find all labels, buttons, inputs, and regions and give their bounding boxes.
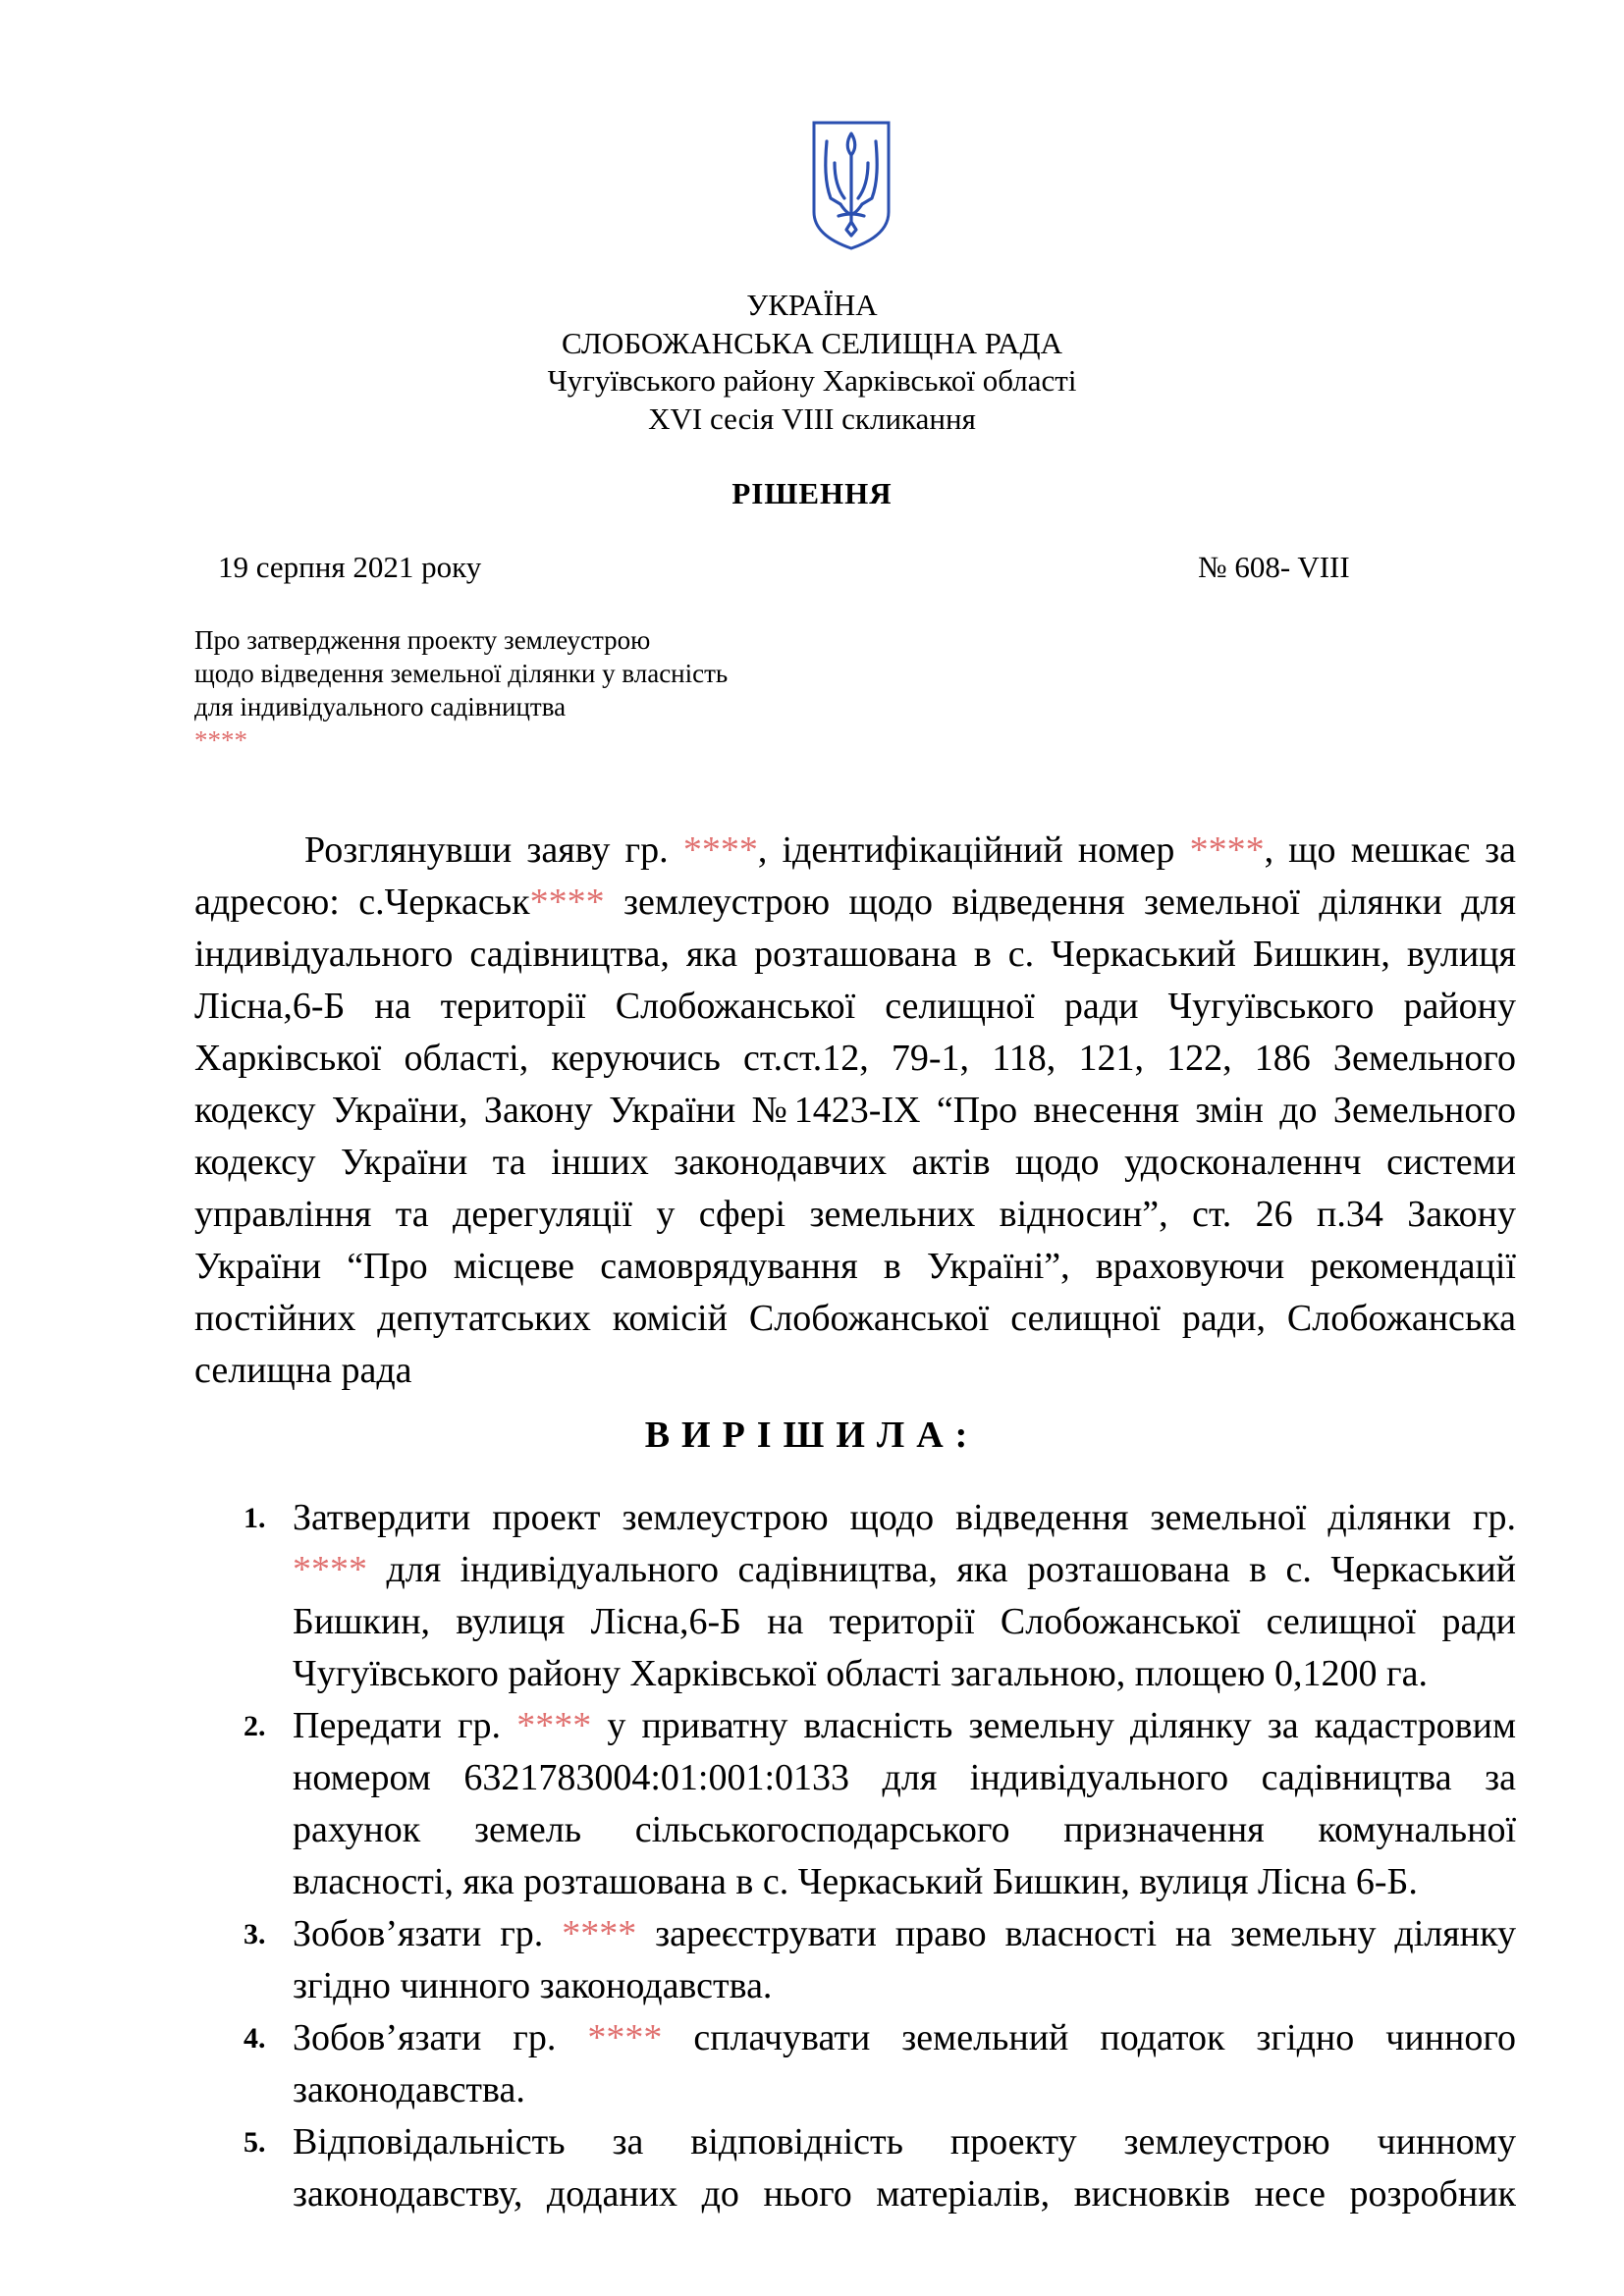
subject-line: для індивідуального садівництва <box>194 692 567 721</box>
redacted-name: **** <box>682 829 758 871</box>
decision-item <box>194 2116 1516 2220</box>
decision-item <box>194 1492 1516 1700</box>
item-line: номером 6321783004:01:001:0133 для індивідуального садівництва за <box>293 1757 1516 1798</box>
paragraph-line: управління та дерегуляції у сфері земельних відносин”, ст. 26 п.34 Закону <box>194 1194 1516 1235</box>
redacted-name: **** <box>562 1913 637 1954</box>
item-line: згідно чинного законодавства. <box>293 1965 773 2006</box>
item-line: Зобов’язати гр. **** зареєструвати право власності на земельну ділянку <box>293 1913 1516 1954</box>
header-country: УКРАЇНА <box>746 288 878 322</box>
document-number: № 608- VIII <box>1198 550 1350 584</box>
item-line: Передати гр. **** у приватну власність земельну ділянку за кадастровим <box>293 1705 1516 1746</box>
item-line: законодавству, доданих до нього матеріалів, висновків несе розробник <box>293 2173 1516 2215</box>
item-line: законодавства. <box>293 2069 525 2110</box>
paragraph-line: кодексу України та інших законодавчих актів щодо удосконаленнч системи <box>194 1142 1516 1183</box>
decision-item <box>194 2012 1516 2116</box>
redacted-name: **** <box>516 1705 592 1746</box>
document-title: РІШЕННЯ <box>731 476 893 510</box>
subject-block <box>194 623 728 757</box>
decision-items <box>194 1492 1516 2220</box>
decision-item <box>194 1908 1516 2012</box>
redacted-address: **** <box>529 881 605 923</box>
header-district: Чугуївського району Харківської області <box>547 363 1077 398</box>
header-council: СЛОБОЖАНСЬКА СЕЛИЩНА РАДА <box>562 326 1062 360</box>
paragraph-line: України “Про місцеве самоврядування в Україні”, враховуючи рекомендації <box>194 1246 1516 1287</box>
redacted-id: **** <box>1189 829 1265 871</box>
item-line: **** для індивідуального садівництва, яка розташована в с. Черкаський <box>293 1549 1516 1590</box>
paragraph-line: індивідуального садівництва, яка розташована в с. Черкаський Бишкин, вулиця <box>194 934 1516 975</box>
subject-line: Про затвердження проекту землеустрою <box>194 625 651 655</box>
item-number: 4. <box>244 2022 266 2055</box>
paragraph-line: Харківської області, керуючись ст.ст.12, 79-1, 118, 121, 122, 186 Земельного <box>194 1038 1516 1079</box>
item-number: 3. <box>244 1918 266 1950</box>
item-line: Зобов’язати гр. **** сплачувати земельний податок згідно чинного <box>293 2017 1516 2058</box>
decision-heading: ВИРІШИЛА: <box>644 1415 980 1456</box>
item-line: Відповідальність за відповідність проекту землеустрою чинному <box>293 2121 1516 2163</box>
trident-coat-of-arms-icon <box>811 120 892 251</box>
redacted-name: **** <box>194 725 247 755</box>
paragraph-line: кодексу України, Закону України №1423-IX “Про внесення змін до Земельного <box>194 1090 1516 1131</box>
paragraph-line: Розглянувши заяву гр. ****, ідентифікаційний номер ****, що мешкає за <box>304 829 1517 871</box>
paragraph-line: адресою: с.Черкаськ**** землеустрою щодо відведення земельної ділянки для <box>194 881 1516 923</box>
redacted-name: **** <box>293 1549 367 1590</box>
redacted-name: **** <box>587 2017 663 2058</box>
item-line: власності, яка розташована в с. Черкаський Бишкин, вулиця Лісна 6-Б. <box>293 1861 1418 1902</box>
preamble-paragraph <box>194 825 1516 1397</box>
document-date: 19 серпня 2021 року <box>218 550 482 584</box>
item-number: 5. <box>244 2126 266 2159</box>
decision-item <box>194 1700 1516 1908</box>
paragraph-line: Лісна,6-Б на території Слобожанської селищної ради Чугуївського району <box>194 986 1516 1027</box>
item-line: Затвердити проект землеустрою щодо відведення земельної ділянки гр. <box>293 1497 1516 1538</box>
item-number: 1. <box>244 1502 266 1534</box>
paragraph-line: селищна рада <box>194 1350 412 1391</box>
subject-line: щодо відведення земельної ділянки у власність <box>194 659 729 688</box>
header-session: XVI сесія VIII скликання <box>648 401 976 436</box>
paragraph-line: постійних депутатських комісій Слобожанської селищної ради, Слобожанська <box>194 1298 1516 1339</box>
item-line: рахунок земель сільськогосподарського призначення комунальної <box>293 1809 1516 1850</box>
item-line: Бишкин, вулиця Лісна,6-Б на території Слобожанської селищної ради <box>293 1601 1516 1642</box>
item-line: Чугуївського району Харківської області загальною, площею 0,1200 га. <box>293 1653 1428 1694</box>
item-number: 2. <box>244 1710 266 1742</box>
